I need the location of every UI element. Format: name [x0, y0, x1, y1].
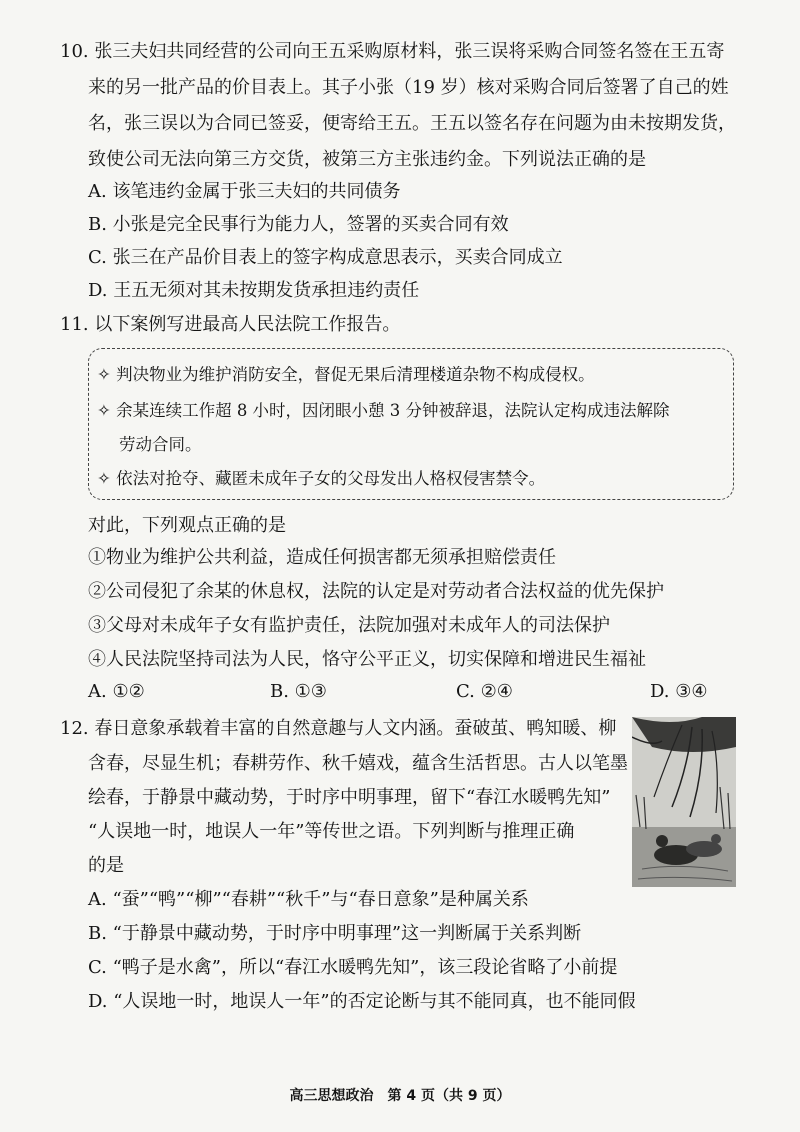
q11-stem: 11. 以下案例写进最高人民法院工作报告。: [60, 314, 401, 335]
q12-option-b: B. “于静景中藏动势，于时序中明事理”这一判断属于关系判断: [88, 923, 582, 944]
q11-case-2-cont: 劳动合同。: [119, 435, 202, 454]
q12-option-c: C. “鸭子是水禽”，所以“春江水暖鸭先知”，该三段论省略了小前提: [88, 957, 618, 978]
willow-duck-icon: [632, 717, 736, 887]
page-footer: 高三思想政治 第 4 页（共 9 页）: [289, 1088, 511, 1104]
q10-option-d: D. 王五无须对其未按期发货承担违约责任: [88, 280, 420, 301]
q11-statement-4: ④人民法院坚持司法为人民，恪守公平正义，切实保障和增进民生福祉: [88, 649, 646, 670]
q11-statement-3: ③父母对未成年子女有监护责任，法院加强对未成年人的司法保护: [88, 615, 610, 636]
q10-option-b: B. 小张是完全民事行为能力人，签署的买卖合同有效: [88, 214, 509, 235]
q10-stem-line-4: 致使公司无法向第三方交货，被第三方主张违约金。下列说法正确的是: [88, 149, 646, 170]
q12-stem-line-1: 12. 春日意象承载着丰富的自然意趣与人文内涵。蚕破茧、鸭知暖、柳: [60, 718, 617, 739]
q11-case-box: [88, 348, 734, 500]
q12-stem-line-3: 绘春，于静景中藏动势，于时序中明事理，留下“春江水暖鸭先知”: [88, 787, 611, 808]
q11-statement-1: ①物业为维护公共利益，造成任何损害都无须承担赔偿责任: [88, 547, 556, 568]
q11-choice-a: A. ①②: [88, 681, 145, 702]
q12-stem-line-4: “人误地一时，地误人一年”等传世之语。下列判断与推理正确: [88, 821, 575, 842]
q11-prompt: 对此，下列观点正确的是: [88, 515, 286, 536]
q10-option-a: A. 该笔违约金属于张三夫妇的共同债务: [88, 181, 401, 202]
q11-choice-b: B. ①③: [270, 681, 327, 702]
q11-case-1: ✧ 判决物业为维护消防安全，督促无果后清理楼道杂物不构成侵权。: [97, 365, 595, 384]
spring-ducks-illustration: [632, 717, 736, 887]
q12-stem-line-2: 含春，尽显生机；春耕劳作、秋千嬉戏，蕴含生活哲思。古人以笔墨: [88, 753, 628, 774]
q10-stem-line-1: 10. 张三夫妇共同经营的公司向王五采购原材料，张三误将采购合同签名签在王五寄: [60, 41, 725, 62]
q11-choice-c: C. ②④: [456, 681, 513, 702]
q11-case-2: ✧ 余某连续工作超 8 小时，因闭眼小憩 3 分钟被辞退，法院认定构成违法解除: [97, 401, 670, 420]
q10-option-c: C. 张三在产品价目表上的签字构成意思表示，买卖合同成立: [88, 247, 563, 268]
q10-stem-line-3: 名，张三误以为合同已签妥，便寄给王五。王五以签名存在问题为由未按期发货，: [88, 113, 736, 134]
q12-option-a: A. “蚕”“鸭”“柳”“春耕”“秋千”与“春日意象”是种属关系: [88, 889, 529, 910]
q12-stem-line-5: 的是: [88, 855, 124, 876]
q11-case-3: ✧ 依法对抢夺、藏匿未成年子女的父母发出人格权侵害禁令。: [97, 469, 546, 488]
q11-choice-d: D. ③④: [650, 681, 708, 702]
q11-statement-2: ②公司侵犯了余某的休息权，法院的认定是对劳动者合法权益的优先保护: [88, 581, 664, 602]
q12-option-d: D. “人误地一时，地误人一年”的否定论断与其不能同真，也不能同假: [88, 991, 636, 1012]
q10-stem-line-2: 来的另一批产品的价目表上。其子小张（19 岁）核对采购合同后签署了自己的姓: [88, 77, 729, 98]
